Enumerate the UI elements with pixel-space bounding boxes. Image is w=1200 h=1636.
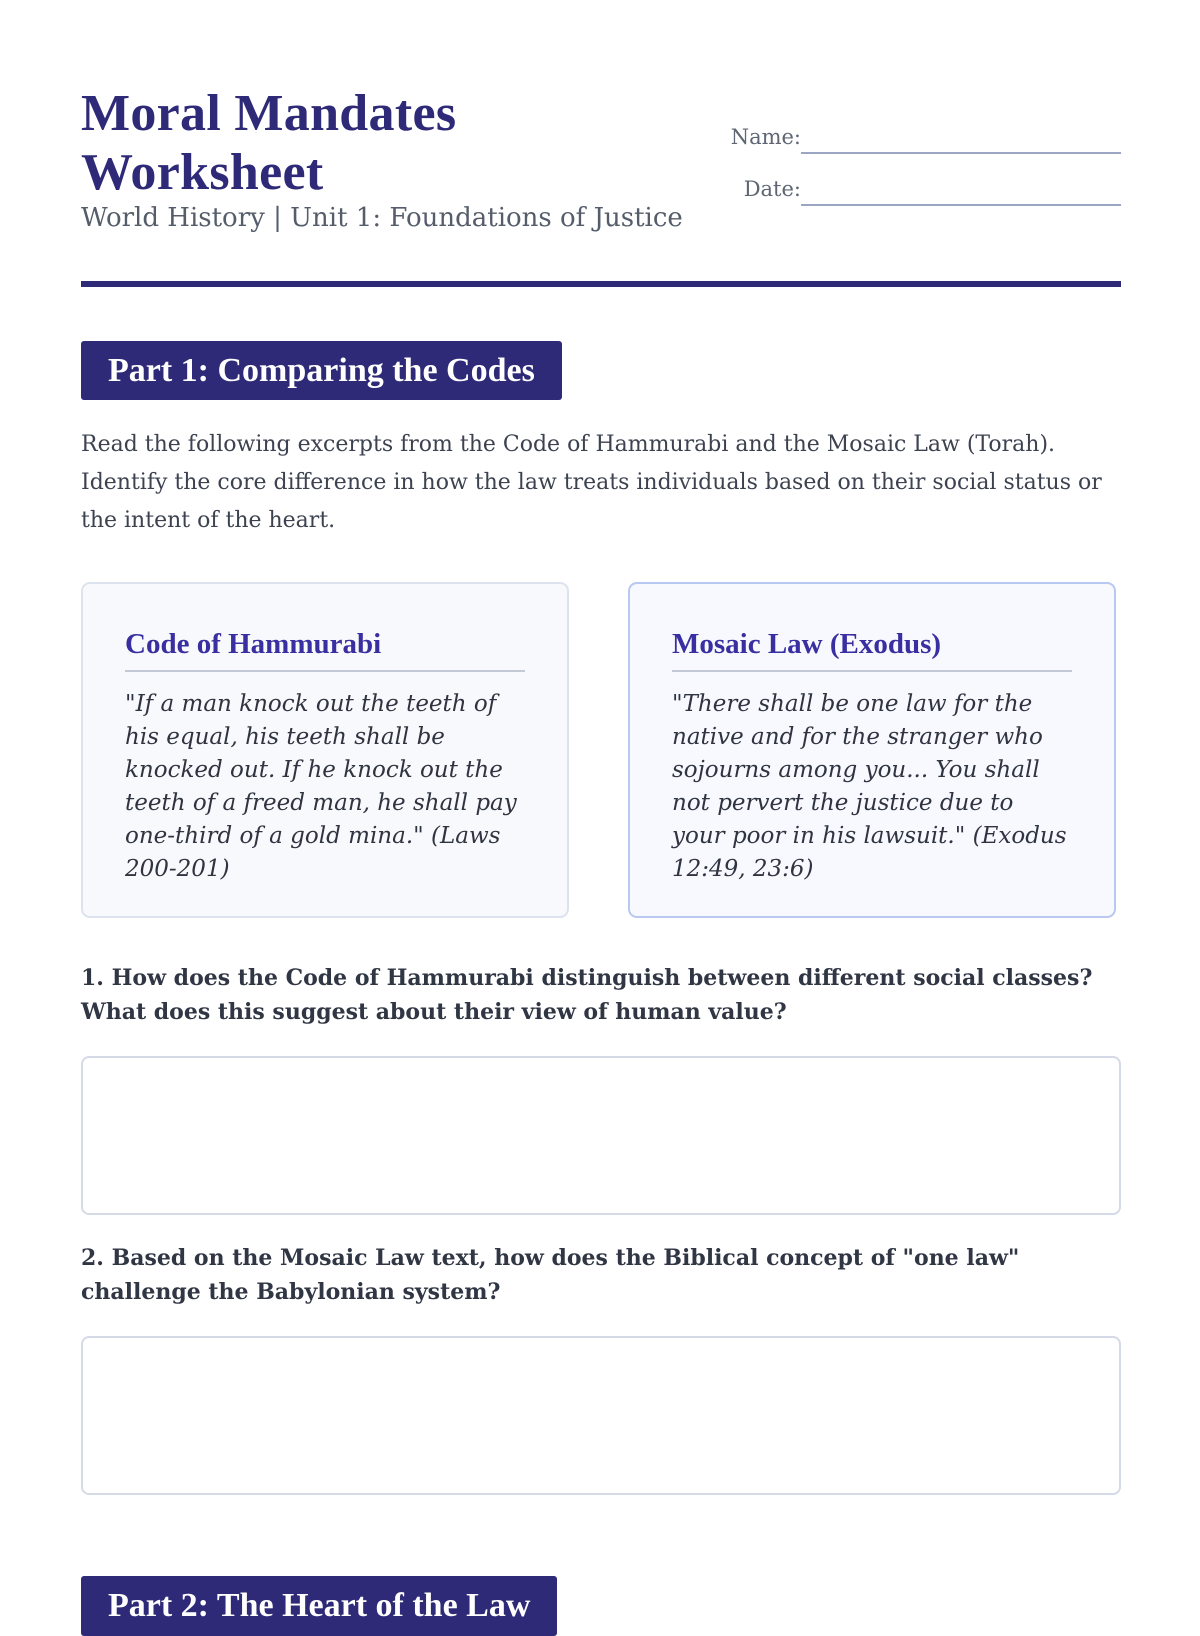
hammurabi-quote: "If a man knock out the teeth of his equal, his teeth shall be knocked out. If he knock out the teeth of a freed man, he shall pay one-third of a gold mina." (Laws 200-201) (125, 691, 517, 882)
answer-box-1[interactable] (81, 1056, 1121, 1215)
page-subtitle: World History | Unit 1: Foundations of Justice (81, 203, 683, 233)
mosaic-quote: "There shall be one law for the native and for the stranger who sojourns among you... You shall not pervert the justice due to your poor in his lawsuit." (Exodus 12:49, 23:6) (672, 691, 1067, 882)
question-2: 2. Based on the Mosaic Law text, how does the Biblical concept of "one law" challenge the Babylonian system? (81, 1245, 1020, 1305)
date-input-line[interactable] (801, 204, 1121, 206)
mosaic-card-title: Mosaic Law (Exodus) (672, 628, 1072, 672)
part1-instructions: Read the following excerpts from the Code of Hammurabi and the Mosaic Law (Torah). Identify the core difference in how the law treats individuals based on their social status or the intent of the heart. (81, 432, 1102, 533)
hammurabi-card-title: Code of Hammurabi (125, 628, 525, 672)
name-input-line[interactable] (801, 152, 1121, 154)
hammurabi-excerpt-card (81, 582, 569, 918)
header-divider (81, 281, 1121, 287)
name-field[interactable] (721, 114, 1121, 154)
part2-heading: Part 2: The Heart of the Law (81, 1576, 557, 1636)
worksheet-header (81, 84, 1121, 254)
part1-heading: Part 1: Comparing the Codes (81, 341, 562, 400)
date-label: Date: (743, 177, 801, 201)
question-1: 1. How does the Code of Hammurabi distinguish between different social classes? What does this suggest about their view of human value? (81, 965, 1093, 1025)
mosaic-law-excerpt-card (628, 582, 1116, 918)
answer-box-2[interactable] (81, 1336, 1121, 1495)
name-label: Name: (730, 125, 801, 149)
date-field[interactable] (721, 166, 1121, 206)
page-title: Moral Mandates Worksheet (81, 85, 457, 201)
